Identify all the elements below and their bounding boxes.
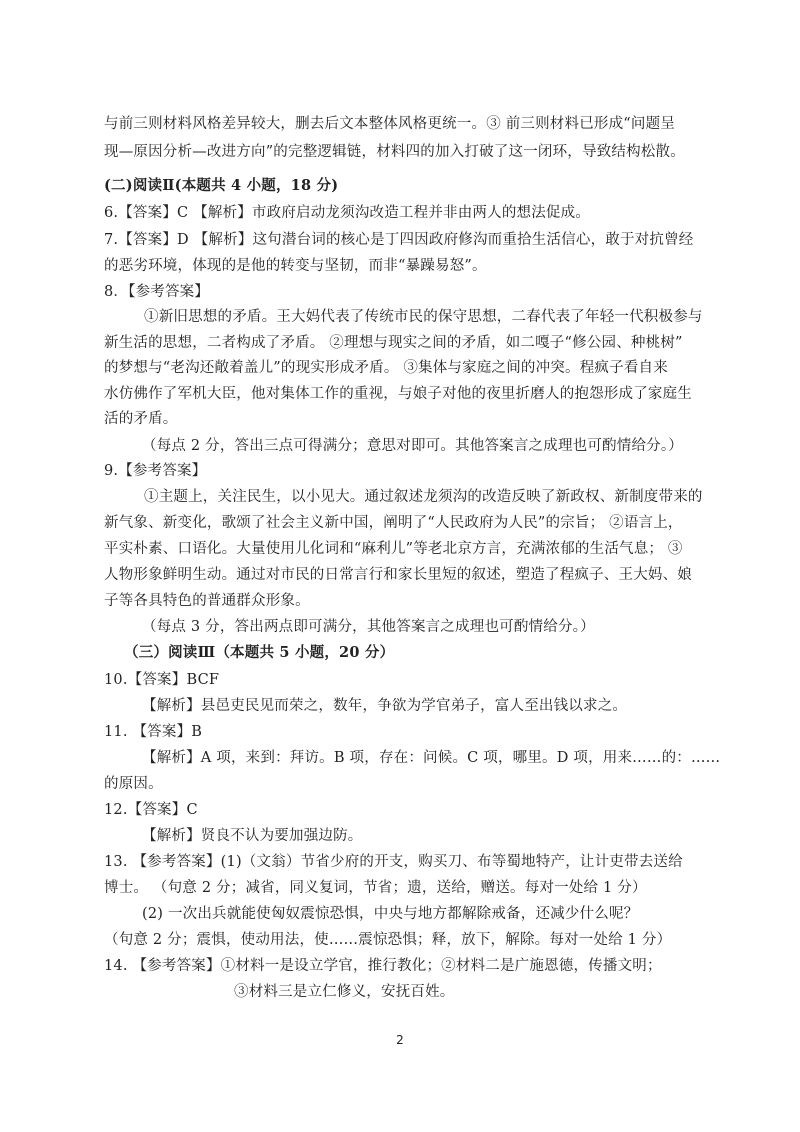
text-line: 与前三则材料风格差异较大，删去后文本整体风格更统一。③ 前三则材料已形成“问题呈 [104, 116, 676, 132]
text-line: ①主题上，关注民生，以小见大。通过叙述龙须沟的改造反映了新政权、新制度带来的 [144, 489, 703, 505]
text-line: 博士。 （句意 2 分；减省，同义复词，节省；遗，送给，赠送。每对一处给 1 分） [104, 880, 647, 896]
text-line: 的原因。 [104, 776, 163, 792]
text-line: 活的矛盾。 [104, 411, 178, 427]
text-line: 【解析】A 项，来到：拜访。B 项，存在：问候。C 项，哪里。D 项，用来……的：…… [142, 750, 721, 766]
text-line: 11. 【答案】B [104, 724, 203, 740]
text-line: 8．【参考答案】 [104, 284, 210, 300]
text-line: 的恶劣环境，体现的是他的转变与坚韧，而非“暴躁易怒”。 [104, 258, 487, 274]
text-line: （每点 2 分，答出三点可得满分；意思对即可。其他答案言之成理也可酌情给分。） [142, 438, 683, 454]
text-line: (2) 一次出兵就能使匈奴震惊恐惧，中央与地方都解除戒备，还减少什么呢？ [142, 906, 639, 922]
text-line: 【解析】县邑吏民见而荣之，数年，争欲为学官弟子，富人至出钱以求之。 [142, 698, 628, 714]
text-line: （句意 2 分；震惧，使动用法，使……震惊恐惧；释，放下，解除。每对一处给 1 分） [104, 932, 672, 948]
text-line: 平实朴素、口语化。大量使用儿化词和“麻利儿”等老北京方言，充满浓郁的生活气息； ③ [104, 541, 683, 557]
page-number: 2 [396, 1033, 404, 1047]
text-line: ①新旧思想的矛盾。王大妈代表了传统市民的保守思想，二春代表了年轻一代积极参与 [144, 309, 703, 325]
text-line: 【解析】贤良不认为要加强边防。 [142, 828, 363, 844]
text-line: 现—原因分析—改进方向”的完整逻辑链，材料四的加入打破了这一闭环，导致结构松散。 [104, 144, 685, 160]
section-heading: （三）阅读Ⅲ（本题共 5 小题，20 分） [124, 644, 395, 661]
text-line: 新气象、新变化，歌颂了社会主义新中国，阐明了“人民政府为人民”的宗旨； ②语言上， [104, 515, 683, 531]
text-line: 13. 【参考答案】(1)（文翁）节省少府的开支，购买刀、布等蜀地特产，让计吏带去送给 [104, 854, 683, 870]
text-line: 人物形象鲜明生动。通过对市民的日常言行和家长里短的叙述，塑造了程疯子、王大妈、娘 [104, 567, 692, 583]
text-line: 14. 【参考答案】①材料一是设立学官，推行教化；②材料二是广施恩德，传播文明； [104, 958, 662, 974]
text-line: 子等各具特色的普通群众形象。 [104, 593, 310, 609]
text-line: （每点 3 分，答出两点即可满分，其他答案言之成理也可酌情给分。） [142, 619, 595, 635]
text-line: 10.【答案】BCF [104, 672, 220, 688]
text-line: 7.【答案】D 【解析】这句潜台词的核心是丁四因政府修沟而重拾生活信心，敢于对抗曾经 [104, 232, 694, 248]
text-line: 6.【答案】C 【解析】市政府启动龙须沟改造工程并非由两人的想法促成。 [104, 205, 591, 221]
text-line: 水仿佛作了军机大臣，他对集体工作的重视，与娘子对他的夜里折磨人的抱怨形成了家庭生 [104, 386, 692, 402]
text-line: 9.【参考答案】 [104, 463, 207, 479]
text-line: 的梦想与“老沟还敞着盖儿”的现实形成矛盾。 ③集体与家庭之间的冲突。程疯子看自来 [104, 360, 668, 376]
text-line: 12.【答案】C [104, 802, 198, 818]
text-line: 新生活的思想，二者构成了矛盾。 ②理想与现实之间的矛盾，如二嘎子“修公园、种桃树” [104, 335, 683, 351]
text-line: ③材料三是立仁修义，安抚百姓。 [234, 984, 455, 1000]
section-heading: (二)阅读Ⅱ(本题共 4 小题，18 分) [104, 177, 339, 194]
